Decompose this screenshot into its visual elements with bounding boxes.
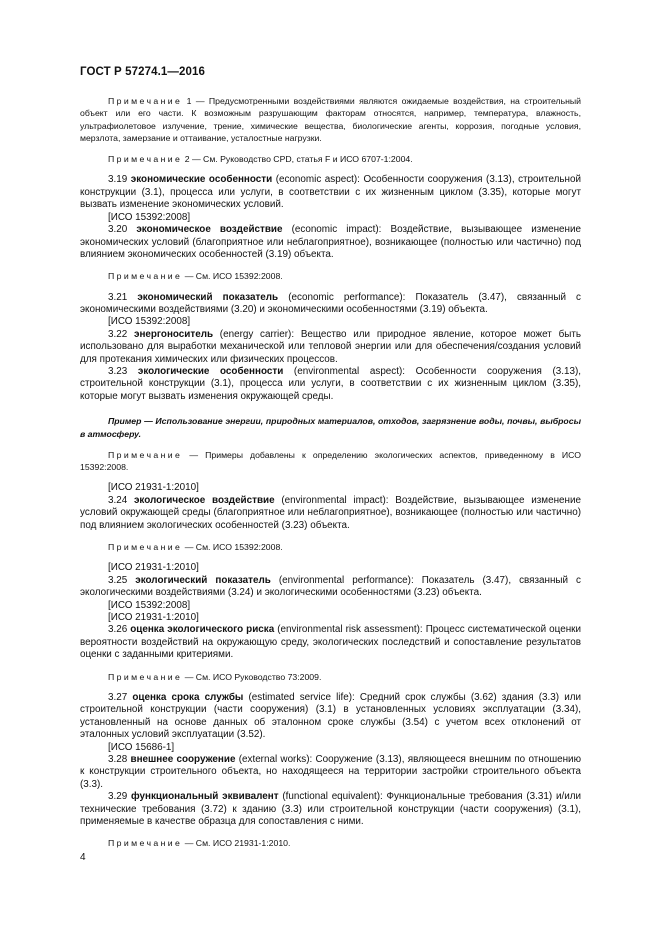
term: оценка экологического риска bbox=[130, 624, 275, 636]
definition-3-19: 3.19 экономические особенности (economic aspect): Особенности сооружения (3.13), строительной конструкции (3.1), процесса или услуги, в соответствии с их жизненным циклом (3.35), которые могут вызвать изменение экономических условий. bbox=[80, 174, 582, 211]
reference: [ИСО 21931-1:2010] bbox=[108, 562, 199, 574]
document-body bbox=[80, 95, 581, 859]
definition-3-21: 3.21 экономический показатель (economic performance): Показатель (3.47), связанный с экономическими воздействиями (3.20) и экономическими особенностями (3.19) объекта. bbox=[80, 291, 581, 316]
note-2: Примечание 2 — См. Руководство CPD, статья F и ИСО 6707-1:2004. bbox=[108, 154, 413, 165]
reference: [ИСО 15392:2008] bbox=[108, 316, 191, 328]
definition-3-26: 3.26 оценка экологического риска (environmental risk assessment): Процесс систематической оценки вероятности воздействий на окружающую среду, экологических последствий и сопоставление результатов оценки с заданными критериями. bbox=[80, 624, 581, 661]
term: экологический показатель bbox=[135, 574, 271, 586]
term: внешнее сооружение bbox=[130, 753, 236, 765]
reference: [ИСО 15686-1] bbox=[108, 741, 175, 753]
reference: [ИСО 15392:2008] bbox=[108, 211, 191, 223]
document-header: ГОСТ Р 57274.1—2016 bbox=[80, 66, 205, 78]
term: экономическое воздействие bbox=[136, 224, 283, 236]
note-3-20: Примечание — См. ИСО 15392:2008. bbox=[108, 271, 283, 282]
term: экологическое воздействие bbox=[133, 494, 275, 506]
note-1: Примечание 1 — Предусмотренными воздействиями являются ожидаемые воздействия, на строительный объект или его части. К возможным разрушающим факторам относятся, например, температура, влажность, ультрафиолетовое излучение, трение, химические вещества, биологические агенты, коррозия, погодные условия, мерзлота, замерзание и оттаивание, усталостные нагрузки. bbox=[80, 96, 581, 143]
definition-3-24: 3.24 экологическое воздействие (environmental impact): Воздействие, вызывающее изменение условий окружающей среды (благоприятное или неблагоприятное), возникающее (полностью или частично) под влиянием экологических особенностей (3.23) объекта. bbox=[80, 494, 581, 531]
term: функциональный эквивалент bbox=[131, 791, 279, 803]
note-label: Примечание bbox=[108, 671, 183, 682]
note-3-24: Примечание — См. ИСО 15392:2008. bbox=[108, 542, 283, 553]
term: оценка срока службы bbox=[132, 691, 244, 703]
definition-3-28: 3.28 внешнее сооружение (external works): Сооружение (3.13), являющееся внешним по отношению к конструкции строительного объекта, но находящееся на территории застройки строительного объекта (3.3). bbox=[80, 753, 581, 790]
term: экономические особенности bbox=[130, 174, 273, 186]
note-label: Примечание bbox=[108, 154, 183, 165]
note-label: Примечание bbox=[108, 838, 183, 849]
page-number: 4 bbox=[80, 852, 86, 863]
note-label: Примечание bbox=[108, 271, 183, 282]
note-3-26: Примечание — См. ИСО Руководство 73:2009. bbox=[108, 671, 322, 682]
term: экономический показатель bbox=[137, 291, 279, 303]
note-3-23: Примечание — Примеры добавлены к определению экологических аспектов, приведенному в ИСО 15392:2008. bbox=[80, 449, 581, 473]
reference: [ИСО 21931-1:2010] bbox=[108, 612, 199, 624]
example-3-23: Пример — Использование энергии, природных материалов, отходов, загрязнение воды, почвы, выбросы в атмосферу. bbox=[80, 416, 581, 439]
definition-3-20: 3.20 экономическое воздействие (economic impact): Воздействие, вызывающее изменение экономических условий (благоприятное или неблагоприятное), возникающее (полностью или частично) под влиянием экономических особенностей (3.19) объекта. bbox=[80, 224, 582, 260]
definition-3-22: 3.22 энергоноситель (energy carrier): Вещество или природное явление, которое может быть использовано для выработки механической или тепловой энергии или для обеспечения/создания условий для протекания химических или физических процессов. bbox=[80, 328, 581, 365]
reference: [ИСО 21931-1:2010] bbox=[108, 482, 199, 494]
definition-3-23: 3.23 экологические особенности (environmental aspect): Особенности сооружения (3.13), строительной конструкции (3.1), процесса или услуги, в соответствии с их жизненным циклом (3.35), которые могут вызвать изменения окружающей среды. bbox=[80, 366, 582, 402]
note-3-29: Примечание — См. ИСО 21931-1:2010. bbox=[108, 838, 291, 849]
term: экологические особенности bbox=[137, 366, 284, 378]
reference: [ИСО 15392:2008] bbox=[108, 599, 191, 611]
note-label: Примечание bbox=[108, 96, 183, 106]
note-label: Примечание bbox=[108, 542, 183, 553]
definition-3-25: 3.25 экологический показатель (environmental performance): Показатель (3.47), связанный с экологическими воздействиями (3.24) и экологическими особенностями (3.23) объекта. bbox=[80, 574, 581, 599]
term: энергоноситель bbox=[133, 328, 214, 340]
definition-3-27: 3.27 оценка срока службы (estimated service life): Средний срок службы (3.62) здания (3.3) или строительной конструкции (части сооружения) (3.1) в установленных условиях эксплуатации (3.34), установленный на основе данных об эталонном сроке службы (3.54) с учетом всех отклонений от эталонных условий эксплуатации (3.52). bbox=[80, 691, 581, 741]
definition-3-29: 3.29 функциональный эквивалент (functional equivalent): Функциональные требования (3.31) и/или технические требования (3.72) к зданию (3.3) или строительной конструкции (части сооружения) (3.1), применяемые в качестве образца для сопоставления с ними. bbox=[80, 791, 582, 827]
note-label: Примечание bbox=[108, 449, 183, 460]
